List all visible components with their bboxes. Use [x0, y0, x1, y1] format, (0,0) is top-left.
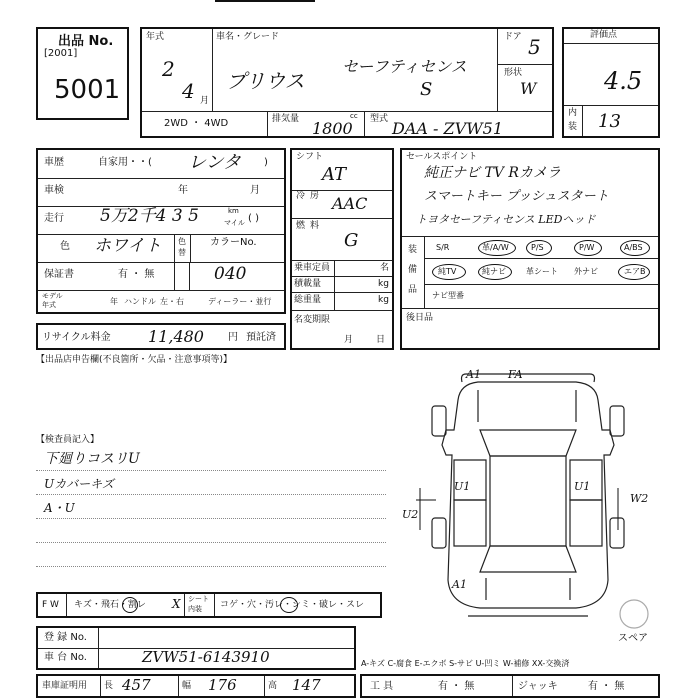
- mark-u2: U2: [402, 508, 419, 521]
- fw-seat-text: コゲ・穴・汚レ・シミ・破レ・スレ: [220, 600, 365, 610]
- sales-label: セールスポイント: [406, 152, 478, 162]
- equip-navi: 純ナビ: [482, 267, 506, 276]
- equip-sr: S/R: [436, 243, 450, 252]
- car-grade2-value: S: [420, 79, 433, 100]
- shape-value: W: [520, 79, 537, 98]
- sales-line-3: トヨタセーフティセンス LEDヘッド: [416, 213, 596, 226]
- history-value: レンタ: [188, 152, 241, 173]
- displacement-value: 1800: [312, 119, 353, 138]
- sales-box: [400, 148, 660, 350]
- weight-unit: kg: [378, 295, 389, 305]
- mark-a1-bottom: A1: [452, 578, 467, 591]
- cert-row: [36, 674, 356, 698]
- score-box: [562, 27, 660, 138]
- cert-hei-label: 高: [268, 681, 278, 691]
- warranty-options: 有 ・ 無: [118, 269, 155, 280]
- fw-seat-bottom: 内装: [188, 605, 202, 613]
- equipment-label-2: 備: [408, 265, 418, 275]
- car-name-label: 車名・グレード: [216, 32, 280, 42]
- top-info-table: [140, 27, 554, 138]
- declaration-label: 【出品店申告欄(不良箇所・欠品・注意事項等)】: [36, 355, 233, 365]
- color-no-value: 040: [214, 264, 247, 284]
- lot-small: [2001]: [44, 48, 78, 59]
- mark-w2: W2: [630, 492, 649, 505]
- name-change-label: 名変期限: [294, 315, 331, 325]
- lot-label: 出品 No.: [58, 34, 114, 49]
- cert-wid-value: 176: [208, 676, 237, 694]
- model-label: 型式: [370, 114, 389, 124]
- history-label: 車歴: [44, 157, 64, 168]
- reg-table: [36, 626, 356, 670]
- model-year-lr: 左・右: [160, 297, 184, 306]
- recycle-label: リサイクル料金: [42, 332, 111, 343]
- history-close: ): [264, 157, 268, 168]
- model-year-dealer: ディーラー・並行: [208, 297, 272, 306]
- inspector-label: 【検査員記入】: [36, 435, 100, 445]
- cert-len-label: 長: [104, 681, 114, 691]
- aircon-label-top: 冷: [296, 191, 306, 201]
- equip-abs: A/BS: [624, 243, 643, 252]
- cert-wid-label: 幅: [182, 681, 192, 691]
- fuel-value: G: [344, 230, 359, 251]
- shape-label: 形状: [504, 68, 523, 78]
- color-label: 色: [60, 241, 70, 252]
- car-diagram: [396, 360, 660, 630]
- interior-label-bottom: 装: [568, 122, 578, 132]
- fw-circle: [122, 597, 138, 613]
- aircon-value: AAC: [332, 194, 368, 213]
- capacity-unit: 名: [380, 263, 390, 273]
- fw-x: X: [172, 597, 181, 611]
- equip-ext-navi: 外ナビ: [574, 267, 598, 276]
- recycle-box: [36, 323, 286, 350]
- history-options: 自家用・・(: [98, 157, 152, 168]
- score-label: 評価点: [590, 30, 618, 40]
- shift-label: シフト: [296, 152, 324, 162]
- model-year-year: 年: [110, 297, 118, 306]
- equip-airbag: エアB: [624, 267, 646, 276]
- interior-label-top: 内: [568, 108, 578, 118]
- year-value-top: 2: [162, 57, 175, 81]
- fuel-label-bottom: 料: [310, 221, 320, 231]
- load-label: 積載量: [294, 279, 322, 289]
- weight-label: 総重量: [294, 295, 322, 305]
- lot-box: [36, 27, 129, 120]
- model-year-handle: ハンドル: [124, 297, 156, 306]
- chassis-value: ZVW51-6143910: [142, 648, 270, 666]
- model-year-l2: 年式: [42, 301, 56, 309]
- year-label: 年式: [146, 32, 165, 42]
- color-change-bottom: 替: [178, 248, 186, 257]
- damage-legend: A-キズ C-腐食 E-エクボ S-サビ U-凹ミ W-補修 XX-交換済: [361, 659, 570, 668]
- equip-aw: 革/A/W: [482, 243, 509, 252]
- fw-row: [36, 592, 382, 618]
- inspector-line-3: A・U: [44, 501, 75, 515]
- model-value: DAA - ZVW51: [392, 119, 503, 138]
- registration-label: 登 録 No.: [44, 632, 87, 643]
- mid-table: [290, 148, 394, 350]
- year-month-unit: 月: [200, 96, 210, 106]
- cert-len-value: 457: [122, 676, 151, 694]
- model-year-l1: モデル: [42, 292, 63, 300]
- year-value-bottom: 4: [182, 79, 195, 103]
- after-date-label: 後日品: [406, 313, 434, 323]
- navi-model-label: ナビ型番: [432, 291, 464, 300]
- inspection-month: 月: [250, 185, 260, 196]
- top-edge: [215, 0, 315, 2]
- color-change-top: 色: [178, 237, 186, 246]
- color-value: ホワイト: [94, 236, 162, 256]
- cert-hei-value: 147: [292, 676, 321, 694]
- cert-label: 車庫証明用: [42, 681, 88, 691]
- displacement-unit: cc: [350, 112, 358, 120]
- mileage-unit-km: km: [228, 207, 239, 215]
- name-change-day: 日: [376, 335, 386, 345]
- score-value: 4.5: [604, 67, 643, 95]
- inspector-line-2: Uカバーキズ: [44, 477, 114, 491]
- name-change-month: 月: [344, 335, 354, 345]
- displacement-label: 排気量: [272, 114, 300, 124]
- equipment-label-1: 装: [408, 245, 418, 255]
- tools-label: 工 具: [370, 681, 394, 692]
- mark-u1-right: U1: [574, 480, 591, 493]
- car-name-value: プリウス: [226, 69, 305, 93]
- spare-wheel: [620, 600, 648, 628]
- aircon-label-bottom: 房: [310, 191, 320, 201]
- sales-line-2: スマートキー プッシュスタート: [424, 189, 609, 204]
- spare-label: スペア: [618, 633, 648, 644]
- fuel-label-top: 燃: [296, 221, 306, 231]
- mark-a1-top: A1: [466, 368, 481, 381]
- equip-tv: 純TV: [438, 267, 457, 276]
- mark-fa: FA: [508, 368, 523, 381]
- doors-label: ドア: [504, 32, 522, 42]
- fw-seat-top: シート: [188, 595, 209, 603]
- mileage-unit-mile: マイル: [224, 219, 245, 227]
- mileage-value: 5万2千4 3 5: [100, 206, 199, 226]
- details-table: [36, 148, 286, 314]
- doors-value: 5: [528, 35, 541, 59]
- jack-options: 有 ・ 無: [588, 681, 625, 692]
- load-unit: kg: [378, 279, 389, 289]
- shift-value: AT: [322, 164, 347, 185]
- color-no-label: カラーNo.: [210, 237, 257, 248]
- recycle-value: 11,480: [148, 327, 204, 346]
- mileage-label: 走行: [44, 213, 64, 224]
- lot-number: 5001: [54, 75, 121, 105]
- inspection-year: 年: [178, 185, 188, 196]
- drive-label: 2WD ・ 4WD: [164, 118, 229, 129]
- equip-ps: P/S: [531, 243, 544, 252]
- inspection-label: 車検: [44, 185, 64, 196]
- equip-pw: P/W: [579, 243, 595, 252]
- jack-label: ジャッキ: [518, 681, 558, 692]
- mileage-paren: ( ): [248, 213, 259, 224]
- capacity-label: 乗車定員: [294, 263, 331, 273]
- recycle-unit: 円: [228, 332, 238, 343]
- tools-options: 有 ・ 無: [438, 681, 475, 692]
- mark-u1-left: U1: [454, 480, 471, 493]
- equip-leather: 革シート: [526, 267, 558, 276]
- warranty-label: 保証書: [44, 269, 74, 280]
- inspector-line-1: 下廻りコスリU: [44, 451, 140, 467]
- interior-value: 13: [598, 111, 621, 132]
- car-grade-value: セーフティセンス: [342, 57, 467, 76]
- equipment-label-3: 品: [408, 285, 418, 295]
- recycle-deposit: 預託済: [246, 332, 276, 343]
- fw-label: F W: [42, 600, 59, 610]
- tools-row: [360, 674, 660, 698]
- chassis-label: 車 台 No.: [44, 652, 87, 663]
- sales-line-1: 純正ナビ TV Rカメラ: [424, 165, 561, 181]
- fw-text: キズ・飛石・割レ: [74, 600, 146, 610]
- seat-circle: [280, 597, 298, 613]
